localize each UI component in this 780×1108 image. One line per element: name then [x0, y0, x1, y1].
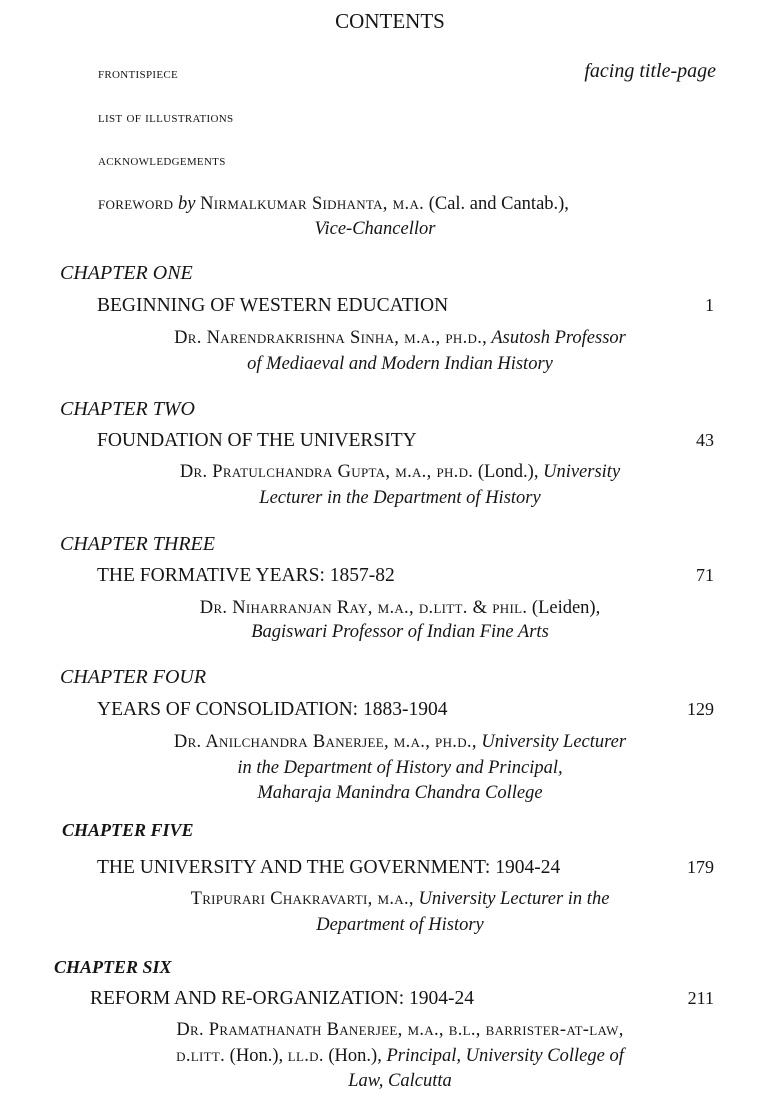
- chapter-author-line: [100, 598, 700, 619]
- chapter-title: THE UNIVERSITY AND THE GOVERNMENT: 1904-24: [97, 857, 561, 878]
- chapter-title: THE FORMATIVE YEARS: 1857-82: [97, 565, 395, 586]
- chapter-title: YEARS OF CONSOLIDATION: 1883-1904: [97, 699, 448, 720]
- chapter-author-line: [100, 783, 700, 804]
- text-segment: Bagiswari Professor of Indian Fine Arts: [251, 622, 549, 642]
- chapter-label: CHAPTER FIVE: [62, 820, 194, 840]
- chapter-author-line: [100, 915, 700, 936]
- text-segment: Dr. Pramathanath Banerjee, m.a., b.l., barrister-at-law,: [176, 1020, 624, 1040]
- chapter-label: CHAPTER FOUR: [60, 666, 207, 688]
- chapter-author-line: [100, 1071, 700, 1092]
- foreword-line: [98, 194, 569, 215]
- chapter-title: BEGINNING OF WESTERN EDUCATION: [97, 295, 449, 316]
- chapter-page-number: 43: [696, 430, 714, 450]
- chapter-author-line: [100, 354, 700, 375]
- chapter-page-number: 1: [705, 295, 714, 315]
- chapter-label: CHAPTER TWO: [60, 398, 195, 420]
- chapter-label: CHAPTER SIX: [54, 957, 172, 977]
- text-segment: (Leiden),: [527, 598, 601, 618]
- chapter-label: CHAPTER THREE: [60, 533, 215, 555]
- chapter-author-line: [100, 1020, 700, 1041]
- front-matter-page: facing title-page: [584, 60, 716, 82]
- text-segment: University Lecturer in the: [413, 889, 610, 909]
- chapter-label: CHAPTER ONE: [60, 262, 193, 284]
- chapter-page-number: 179: [687, 857, 714, 877]
- text-segment: Dr. Pratulchandra Gupta, m.a., ph.d.: [179, 462, 474, 482]
- chapter-title: FOUNDATION OF THE UNIVERSITY: [97, 430, 417, 451]
- text-segment: University: [543, 462, 621, 482]
- chapter-author-line: [100, 758, 700, 779]
- text-segment: Dr. Niharranjan Ray, m.a., d.litt. & phil.: [199, 598, 528, 618]
- chapter-author-line: [100, 622, 700, 643]
- front-matter-item: frontispiece: [98, 66, 178, 82]
- chapter-author-line: [100, 328, 700, 349]
- text-segment: ll.d.: [287, 1046, 324, 1066]
- chapter-author-line: [100, 732, 700, 753]
- text-segment: University Lecturer: [476, 732, 627, 752]
- text-segment: Asutosh Professor: [487, 328, 626, 348]
- foreword-line: [175, 219, 575, 240]
- chapter-author-line: [100, 462, 700, 483]
- text-segment: Department of History: [316, 915, 484, 935]
- text-segment: foreword: [98, 194, 174, 214]
- text-segment: Maharaja Manindra Chandra College: [257, 783, 543, 803]
- text-segment: of Mediaeval and Modern Indian History: [247, 354, 553, 374]
- front-matter-item: acknowledgements: [98, 153, 226, 169]
- chapter-page-number: 129: [687, 699, 714, 719]
- text-segment: (Lond.),: [473, 462, 544, 482]
- chapter-author-line: [100, 1046, 700, 1067]
- text-segment: Dr. Narendrakrishna Sinha, m.a., ph.d.,: [174, 328, 488, 348]
- text-segment: Dr. Anilchandra Banerjee, m.a., ph.d.,: [173, 732, 477, 752]
- text-segment: Nirmalkumar Sidhanta, m.a.: [200, 194, 425, 214]
- text-segment: in the Department of History and Principal,: [237, 758, 563, 778]
- chapter-author-line: [100, 488, 700, 509]
- text-segment: Principal, University College of: [386, 1046, 624, 1066]
- text-segment: (Hon.),: [225, 1046, 288, 1066]
- text-segment: (Hon.),: [323, 1046, 387, 1066]
- text-segment: Tripurari Chakravarti, m.a.,: [190, 889, 414, 909]
- chapter-page-number: 211: [687, 988, 714, 1008]
- text-segment: Law, Calcutta: [348, 1071, 452, 1091]
- contents-heading: CONTENTS: [335, 9, 445, 33]
- text-segment: Vice-Chancellor: [314, 219, 436, 239]
- text-segment: by: [173, 194, 201, 214]
- front-matter-item: list of illustrations: [98, 110, 234, 126]
- text-segment: (Cal. and Cantab.),: [424, 194, 569, 214]
- text-segment: Lecturer in the Department of History: [259, 488, 541, 508]
- chapter-page-number: 71: [696, 565, 714, 585]
- chapter-author-line: [100, 889, 700, 910]
- text-segment: d.litt.: [176, 1046, 226, 1066]
- chapter-title: REFORM AND RE-ORGANIZATION: 1904-24: [90, 988, 475, 1009]
